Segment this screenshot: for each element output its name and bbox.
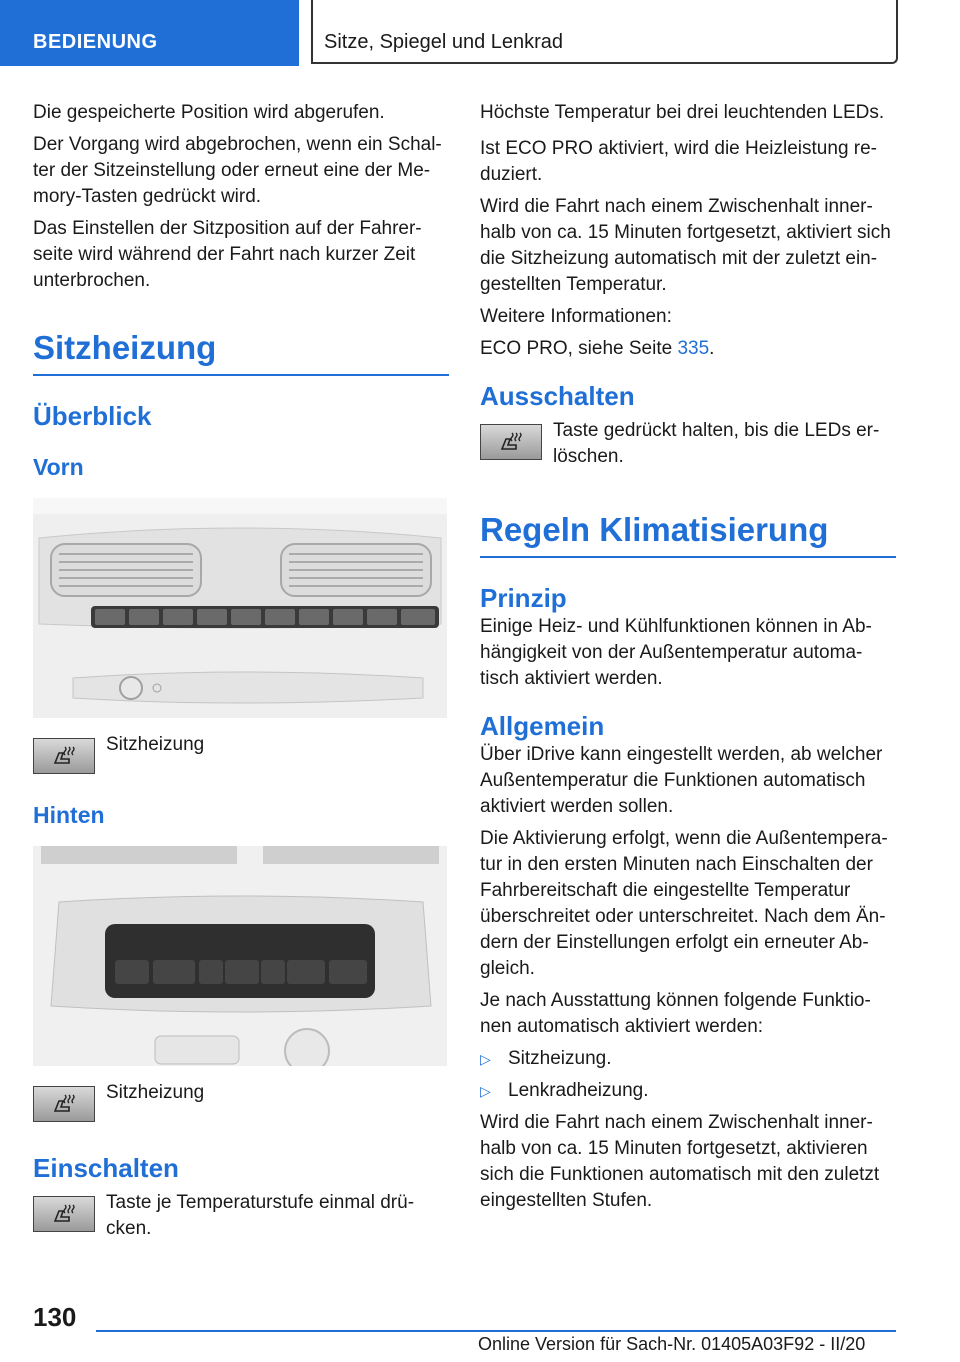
list-item: ▷ Lenkradheizung. xyxy=(480,1078,896,1104)
heading-sitzheizung: Sitzheizung xyxy=(33,328,449,376)
right-column xyxy=(480,100,896,1214)
paragraph: Höchste Temperatur bei drei leuchtenden LEDs. xyxy=(480,102,885,123)
chapter-tab xyxy=(311,0,898,64)
heading-prinzip: Prinzip xyxy=(480,583,567,613)
paragraph: Das Einstellen der Sitzposition auf der Fahrer- seite wird während der Fahrt nach kurzer Zeit unterbrochen. xyxy=(33,218,422,291)
paragraph: Je nach Ausstattung können folgende Funktio- nen automatisch aktiviert werden: xyxy=(480,990,871,1037)
heading-ueberblick: Überblick xyxy=(33,401,152,431)
heading-allgemein: Allgemein xyxy=(480,711,605,741)
list-item: ▷ Sitzheizung. xyxy=(480,1046,896,1072)
paragraph: Einige Heiz- und Kühlfunktionen können in Ab- hängigkeit von der Außentemperatur automa- tisch aktiviert werden. xyxy=(480,616,872,689)
triangle-bullet-icon: ▷ xyxy=(480,1083,491,1099)
heading-regeln-klimatisierung: Regeln Klimatisierung xyxy=(480,510,896,558)
page-link[interactable]: 335 xyxy=(677,338,710,359)
bullet-list xyxy=(480,1046,896,1104)
caption: Sitzheizung xyxy=(106,734,205,755)
left-column xyxy=(33,100,449,1242)
paragraph: Taste je Temperaturstufe einmal drü- cken. xyxy=(106,1192,415,1239)
footer-divider xyxy=(96,1330,896,1332)
paragraph: ECO PRO, siehe Seite 335. xyxy=(480,338,715,359)
paragraph: Taste gedrückt halten, bis die LEDs er- löschen. xyxy=(553,420,880,467)
paragraph: Weitere Informationen: xyxy=(480,306,672,327)
rear-climate-panel-image xyxy=(33,846,447,1066)
paragraph: Wird die Fahrt nach einem Zwischenhalt inner- halb von ca. 15 Minuten fortgesetzt, aktivieren sich die Funktionen automatisch mit den zuletzt eingestellten Stufen. xyxy=(480,1112,880,1211)
seat-heating-icon xyxy=(33,1086,95,1122)
section-tab xyxy=(0,0,299,66)
section-title: BEDIENUNG xyxy=(33,31,158,53)
seat-heating-row-front xyxy=(33,734,449,774)
heading-einschalten: Einschalten xyxy=(33,1153,179,1183)
einschalten-row xyxy=(33,1192,449,1242)
seat-heating-icon xyxy=(480,424,542,460)
caption: Sitzheizung xyxy=(106,1082,205,1103)
ausschalten-row xyxy=(480,420,896,470)
seat-heating-icon xyxy=(33,1196,95,1232)
paragraph: Ist ECO PRO aktiviert, wird die Heizleistung re- duziert. xyxy=(480,138,878,185)
triangle-bullet-icon: ▷ xyxy=(480,1051,491,1067)
front-climate-panel-image xyxy=(33,498,447,718)
chapter-title: Sitze, Spiegel und Lenkrad xyxy=(324,31,564,53)
heading-hinten: Hinten xyxy=(33,802,105,828)
paragraph: Die Aktivierung erfolgt, wenn die Außentempera- tur in den ersten Minuten nach Einschalten der Fahrbereitschaft die eingestellte Temperatur überschreitet oder unterschreitet. Nach dem Än- dern der Einstellungen erfolgt ein erneuter Ab- gleich. xyxy=(480,828,888,979)
paragraph: Die gespeicherte Position wird abgerufen. xyxy=(33,102,385,123)
page-number: 130 xyxy=(33,1302,77,1332)
heading-vorn: Vorn xyxy=(33,454,84,480)
seat-heating-row-rear xyxy=(33,1082,449,1122)
footer-text: Online Version für Sach-Nr. 01405A03F92 - II/20 xyxy=(478,1334,866,1354)
paragraph: Über iDrive kann eingestellt werden, ab welcher Außentemperatur die Funktionen automatisch aktiviert werden sollen. xyxy=(480,744,883,817)
paragraph: Wird die Fahrt nach einem Zwischenhalt inner- halb von ca. 15 Minuten fortgesetzt, aktiviert sich die Sitzheizung automatisch mit der zuletzt ein- gestellten Temperatur. xyxy=(480,196,891,295)
paragraph: Der Vorgang wird abgebrochen, wenn ein Schal- ter der Sitzeinstellung oder erneut eine der Me- mory-Tasten gedrückt wird. xyxy=(33,134,442,207)
heading-ausschalten: Ausschalten xyxy=(480,381,635,411)
seat-heating-icon xyxy=(33,738,95,774)
